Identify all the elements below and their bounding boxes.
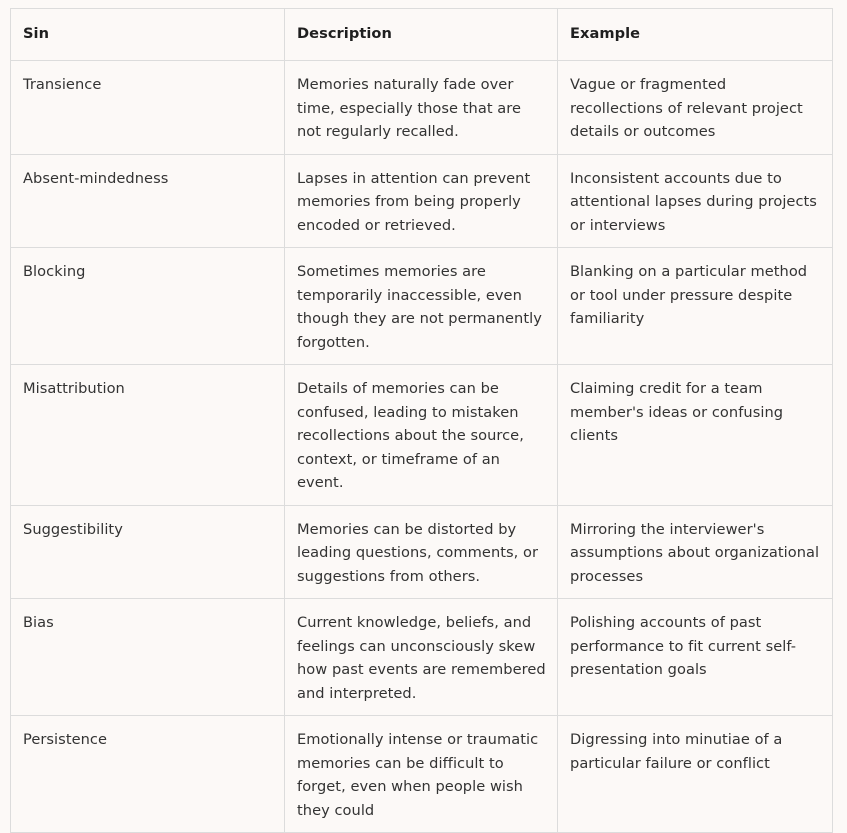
table-row	[11, 599, 833, 716]
cell-example: Mirroring the interviewer's assumptions about organizational processes	[558, 505, 833, 599]
table-row	[11, 61, 833, 155]
sins-table	[10, 8, 833, 833]
column-header-sin: Sin	[11, 9, 285, 61]
cell-example: Polishing accounts of past performance to fit current self-presentation goals	[558, 599, 833, 716]
sins-table-container	[10, 8, 832, 833]
cell-description: Memories can be distorted by leading questions, comments, or suggestions from others.	[285, 505, 558, 599]
cell-example: Blanking on a particular method or tool under pressure despite familiarity	[558, 248, 833, 365]
cell-example: Inconsistent accounts due to attentional lapses during projects or interviews	[558, 154, 833, 248]
table-row	[11, 716, 833, 833]
cell-sin: Absent-mindedness	[11, 154, 285, 248]
table-row	[11, 365, 833, 506]
column-header-description: Description	[285, 9, 558, 61]
cell-example: Digressing into minutiae of a particular failure or conflict	[558, 716, 833, 833]
table-row	[11, 505, 833, 599]
cell-sin: Misattribution	[11, 365, 285, 506]
column-header-example: Example	[558, 9, 833, 61]
cell-sin: Blocking	[11, 248, 285, 365]
table-row	[11, 248, 833, 365]
cell-description: Sometimes memories are temporarily inaccessible, even though they are not permanently forgotten.	[285, 248, 558, 365]
cell-sin: Persistence	[11, 716, 285, 833]
cell-description: Details of memories can be confused, leading to mistaken recollections about the source, context, or timeframe of an event.	[285, 365, 558, 506]
cell-sin: Transience	[11, 61, 285, 155]
cell-example: Claiming credit for a team member's ideas or confusing clients	[558, 365, 833, 506]
cell-sin: Suggestibility	[11, 505, 285, 599]
cell-example: Vague or fragmented recollections of relevant project details or outcomes	[558, 61, 833, 155]
cell-description: Emotionally intense or traumatic memories can be difficult to forget, even when people wish they could	[285, 716, 558, 833]
cell-description: Memories naturally fade over time, especially those that are not regularly recalled.	[285, 61, 558, 155]
cell-sin: Bias	[11, 599, 285, 716]
table-row	[11, 154, 833, 248]
cell-description: Lapses in attention can prevent memories from being properly encoded or retrieved.	[285, 154, 558, 248]
table-header-row	[11, 9, 833, 61]
cell-description: Current knowledge, beliefs, and feelings can unconsciously skew how past events are remembered and interpreted.	[285, 599, 558, 716]
